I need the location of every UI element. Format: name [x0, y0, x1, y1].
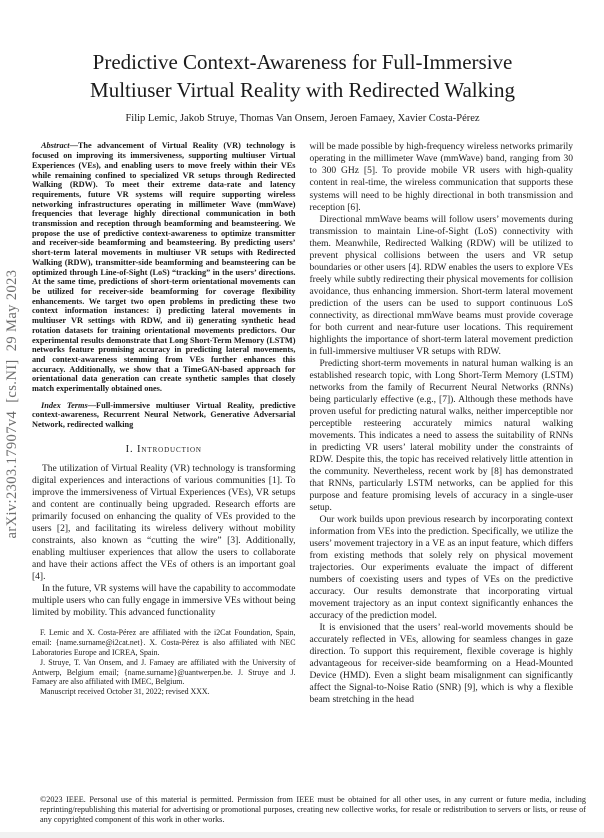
right-column — [310, 141, 574, 706]
index-terms-label: Index Terms — [41, 400, 88, 410]
left-column — [32, 141, 296, 706]
intro-paragraph-2: In the future, VR systems will have the capability to accommodate multiple users who can fully engage in immersive VEs without being limited by mobility. This advanced functionality — [32, 583, 296, 619]
page-bottom-strip — [0, 832, 604, 838]
abstract-label: Abstract — [41, 141, 70, 151]
authors-line: Filip Lemic, Jakob Struye, Thomas Van Onsem, Jeroen Famaey, Xavier Costa-Pérez — [125, 113, 480, 125]
footnote-affiliation-1: F. Lemic and X. Costa-Pérez are affiliated with the i2Cat Foundation, Spain, email: {name.surname@i2cat.net}. X. Costa-Pérez is also affiliated with NEC Laboratories Europe and ICREA, Spain. — [32, 628, 296, 657]
arxiv-sidebar-label: arXiv:2303.17907v4 [cs.NI] 29 May 2023 — [4, 269, 20, 539]
intro-paragraph-1: The utilization of Virtual Reality (VR) technology is transforming digital experiences and interactions of various communities [1]. To improve the immersiveness of Virtual Experiences (VEs), VR setups and content are continually being upgraded. Research efforts are primarily focused on enhancing the quality of VEs provided to the users [2], and facilitating its wireless delivery without mobility constraints, also known as “cutting the wire” [3]. Additionally, enabling multiuser experiences that allow the users to collaborate and have their actions affect the VEs of others is an important goal [4]. — [32, 463, 296, 582]
author-footnotes — [32, 628, 296, 697]
body-paragraph-lstm-prediction: Predicting short-term movements in natural human walking is an established research topic, with Long Short-Term Memory (LSTM) networks from the family of Recurrent Neural Networks (RNNs) being particularly effective (e.g., [7]). Although these methods have proven useful for predicting natural walks, neither imperceptible nor perceptible resteering accurately mimics natural walking movements. This indicates a need to assess the suitability of RNNs in predicting VR users’ lateral mobility under the constraints of RDW. Despite this, the topic has received relatively little attention in the community. Nevertheless, recent work by [8] has demonstrated that RNNs, particularly LSTM networks, can be applied for this purpose and feature promising levels of accuracy in a single-user setup. — [309, 358, 573, 513]
paper-title: Predictive Context-Awareness for Full-Immersive Multiuser Virtual Reality with Redirected Walking — [90, 50, 515, 102]
abstract-paragraph — [32, 141, 296, 393]
index-terms-text: —Full-immersive multiuser Virtual Reality, predictive context-awareness, Recurrent Neural Network, Generative Adversarial Network, redirected walking — [32, 400, 296, 430]
footnote-manuscript: Manuscript received October 31, 2022; revised XXX. — [40, 687, 210, 697]
footnote-affiliation-2: J. Struye, T. Van Onsem, and J. Famaey are affiliated with the University of Antwerp, Belgium email; {name.surname}@uantwerpen.be. J. Struye and J. Famaey are also affiliated with IMEC, Belgium. — [32, 657, 296, 687]
paper-page — [0, 49, 604, 706]
body-paragraph-our-work: Our work builds upon previous research by incorporating context information from VEs into the prediction. Specifically, we utilize the users’ movement trajectory in a VE as an input feature, which differs from existing methods that solely rely on physical movement trajectories. Our experiments evaluate the impact of different numbers of coexisting users and types of VEs on the predictive accuracy. Our results demonstrate that incorporating virtual movement trajectory as an input context significantly enhances the accuracy of the prediction model. — [309, 514, 573, 622]
copyright-footer: ©2023 IEEE. Personal use of this material is permitted. Permission from IEEE must be obtained for all other uses, in any current or future media, including reprinting/republishing this material for advertising or promotional purposes, creating new collective works, for resale or redistribution to servers or lists, or reuse of any copyrighted component of this work in other works. — [40, 795, 586, 825]
body-paragraph-envisioned: It is envisioned that the users’ real-world movements should be accurately reflected in VEs, allowing for seamless changes in gaze direction. To support this requirement, flexible coverage is highly advantageous for receiver-side beamforming on a Head-Mounted Device (HMD). Even a slight beam misalignment can significantly affect the Signal-to-Noise Ratio (SNR) [9], which is why a flexible beam stretching in the head — [309, 623, 573, 706]
section-heading-introduction: I. Introduction — [125, 443, 202, 455]
body-paragraph-continuation: will be made possible by high-frequency wireless networks primarily operating in the millimeter Wave (mmWave) band, ranging from 30 to 300 GHz [5]. To provide mobile VR users with high-quality content in real-time, the wireless communication that supports these systems will need to be highly directional in both transmission and reception [6]. — [309, 142, 573, 213]
body-paragraph-directional-beams: Directional mmWave beams will follow users’ movements during transmission to maintain Line-of-Sight (LoS) connectivity with them. Meanwhile, Redirected Walking (RDW) will be utilized to prevent physical collisions between the users and VR setup boundaries or other users [4]. RDW enables the users to explore VEs freely while subtly redirecting their physical movements for collision avoidance, thus enhancing immersion. Short-term lateral movement prediction of the users can be used to support continuous LoS connectivity, as directional mmWave beams must provide coverage for both current and near-future user locations. This requirement highlights the importance of short-term lateral movement prediction in full-immersive multiuser VR setups with RDW. — [309, 214, 573, 357]
abstract-text: —The advancement of Virtual Reality (VR) technology is focused on improving its immersiveness, supporting multiuser Virtual Experiences (VEs), and enabling users to move freely within their VEs while remaining confined to specialized VR setups through Redirected Walking (RDW). To meet their extreme data-rate and latency requirements, future VR systems will require supporting wireless networking infrastructures operating in millimeter Wave (mmWave) frequencies that leverage highly directional communication in both transmission and reception through beamforming and beamsteering. We propose the use of predictive context-awareness to optimize transmitter and receiver-side beamforming and beamsteering. By predicting users’ short-term lateral movements in multiuser VR setups with Redirected Walking (RDW), transmitter-side beamforming and beamsteering can be optimized through Line-of-Sight (LoS) “tracking” in the users’ directions. At the same time, predictions of short-term orientational movements can be utilized for receiver-side beamforming for coverage flexibility enhancements. We target two open problems in predicting these two context information instances: i) predicting lateral movements in multiuser VR settings with RDW, and ii) generating synthetic head rotation datasets for training orientational movements predictors. Our experimental results demonstrate that Long Short-Term Memory (LSTM) networks feature promising accuracy in predicting lateral movements, and context-awareness stemming from VEs further enhances this accuracy. Additionally, we show that a TimeGAN-based approach for orientational data generation can create synthetic samples that closely match experimentally obtained ones. — [32, 141, 296, 394]
two-column-body — [32, 141, 573, 706]
index-terms-paragraph — [32, 401, 296, 430]
